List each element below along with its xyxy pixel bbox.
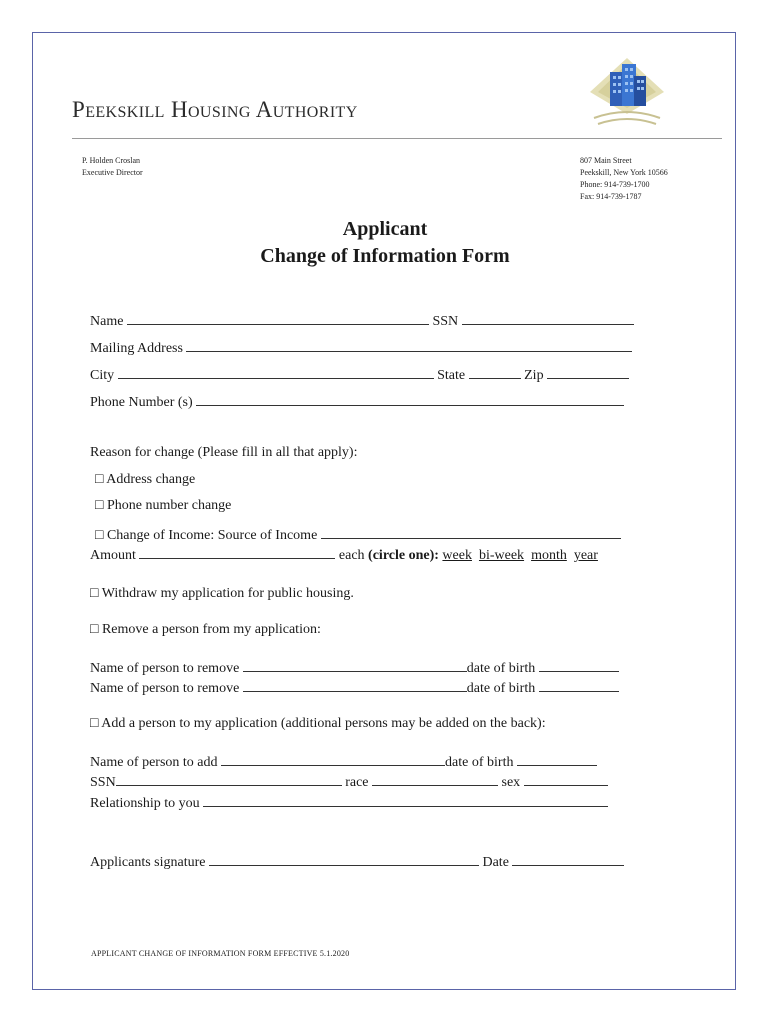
signature-label: Applicants signature bbox=[90, 855, 206, 870]
frequency-biweek[interactable]: bi-week bbox=[478, 548, 525, 563]
remove-name-label: Name of person to remove bbox=[90, 661, 240, 676]
remove-name-label: Name of person to remove bbox=[90, 681, 240, 696]
mailing-address-field[interactable] bbox=[186, 338, 632, 352]
phone-change-option[interactable] bbox=[95, 498, 231, 514]
date-label: Date bbox=[482, 855, 509, 870]
relationship-row bbox=[90, 793, 608, 812]
form-title-line1: Applicant bbox=[342, 218, 428, 240]
relationship-label: Relationship to you bbox=[90, 796, 200, 811]
name-label: Name bbox=[90, 314, 124, 329]
income-source-field[interactable] bbox=[321, 525, 621, 539]
relationship-field[interactable] bbox=[203, 793, 608, 807]
income-change-option[interactable] bbox=[95, 525, 621, 544]
add-name-label: Name of person to add bbox=[90, 755, 218, 770]
add-ssn-row bbox=[90, 772, 608, 791]
add-person-label: Add a person to my application (additional persons may be added on the back): bbox=[101, 716, 546, 731]
form-title-line2: Change of Information Form bbox=[260, 245, 510, 267]
add-dob-label: date of birth bbox=[445, 755, 514, 770]
director-name: P. Holden Croslan bbox=[82, 156, 140, 165]
add-person-checkbox[interactable]: □ bbox=[90, 716, 99, 731]
add-ssn-label: SSN bbox=[90, 775, 116, 790]
remove-dob-label: date of birth bbox=[466, 661, 536, 676]
address-change-checkbox[interactable]: □ bbox=[95, 472, 104, 487]
amount-label: Amount bbox=[90, 548, 136, 563]
remove-dob-field[interactable] bbox=[539, 678, 619, 692]
frequency-year[interactable]: year bbox=[573, 548, 598, 563]
phone-change-label: Phone number change bbox=[106, 498, 232, 513]
name-row bbox=[90, 311, 634, 330]
mailing-address-label: Mailing Address bbox=[90, 341, 183, 356]
frequency-week[interactable]: week bbox=[442, 548, 472, 563]
remove-person-option[interactable] bbox=[90, 622, 321, 638]
circle-one-label: (circle one): bbox=[368, 548, 439, 563]
sex-field[interactable] bbox=[524, 772, 608, 786]
address-city: Peekskill, New York 10566 bbox=[580, 168, 668, 177]
address-change-option[interactable] bbox=[95, 472, 195, 488]
director-block bbox=[82, 155, 143, 179]
address-block bbox=[580, 155, 668, 203]
race-label: race bbox=[345, 775, 369, 790]
remove-name-field[interactable] bbox=[243, 678, 467, 692]
ssn-label: SSN bbox=[432, 314, 459, 329]
mailing-row bbox=[90, 338, 632, 357]
address-change-label: Address change bbox=[106, 472, 196, 487]
zip-label: Zip bbox=[524, 368, 544, 383]
signature-row bbox=[90, 852, 624, 871]
signature-field[interactable] bbox=[209, 852, 479, 866]
name-field[interactable] bbox=[127, 311, 429, 325]
withdraw-option[interactable] bbox=[90, 586, 354, 602]
add-dob-field[interactable] bbox=[517, 752, 597, 766]
organization-name: Peekskill Housing Authority bbox=[72, 97, 358, 122]
address-phone: Phone: 914-739-1700 bbox=[580, 180, 650, 189]
withdraw-label: Withdraw my application for public housing. bbox=[101, 586, 354, 601]
phone-label: Phone Number (s) bbox=[90, 395, 193, 410]
phone-row bbox=[90, 392, 624, 411]
income-change-checkbox[interactable]: □ bbox=[95, 528, 104, 543]
header-rule bbox=[72, 138, 722, 139]
ssn-field[interactable] bbox=[462, 311, 634, 325]
add-name-field[interactable] bbox=[221, 752, 445, 766]
zip-field[interactable] bbox=[547, 365, 629, 379]
remove-person-row bbox=[90, 658, 619, 677]
add-name-row bbox=[90, 752, 597, 771]
add-ssn-field[interactable] bbox=[116, 772, 342, 786]
add-person-option[interactable] bbox=[90, 716, 546, 732]
city-row bbox=[90, 365, 629, 384]
city-label: City bbox=[90, 368, 115, 383]
building-logo bbox=[588, 56, 666, 132]
reason-heading: Reason for change (Please fill in all that apply): bbox=[90, 445, 358, 460]
remove-name-field[interactable] bbox=[243, 658, 467, 672]
remove-person-label: Remove a person from my application: bbox=[101, 622, 321, 637]
state-field[interactable] bbox=[469, 365, 521, 379]
each-label: each bbox=[338, 548, 365, 563]
withdraw-checkbox[interactable]: □ bbox=[90, 586, 99, 601]
phone-change-checkbox[interactable]: □ bbox=[95, 498, 104, 513]
income-change-label: Change of Income: Source of Income bbox=[106, 528, 318, 543]
phone-field[interactable] bbox=[196, 392, 624, 406]
frequency-month[interactable]: month bbox=[531, 548, 567, 563]
footer-text: APPLICANT CHANGE OF INFORMATION FORM EFFECTIVE 5.1.2020 bbox=[91, 949, 350, 958]
amount-field[interactable] bbox=[139, 545, 335, 559]
director-title: Executive Director bbox=[82, 168, 143, 177]
remove-dob-field[interactable] bbox=[539, 658, 619, 672]
city-field[interactable] bbox=[118, 365, 434, 379]
race-field[interactable] bbox=[372, 772, 498, 786]
remove-person-row bbox=[90, 678, 619, 697]
address-street: 807 Main Street bbox=[580, 156, 632, 165]
sex-label: sex bbox=[501, 775, 521, 790]
address-fax: Fax: 914-739-1787 bbox=[580, 192, 642, 201]
state-label: State bbox=[437, 368, 466, 383]
amount-row bbox=[90, 545, 598, 564]
remove-dob-label: date of birth bbox=[466, 681, 536, 696]
remove-person-checkbox[interactable]: □ bbox=[90, 622, 99, 637]
date-field[interactable] bbox=[512, 852, 624, 866]
